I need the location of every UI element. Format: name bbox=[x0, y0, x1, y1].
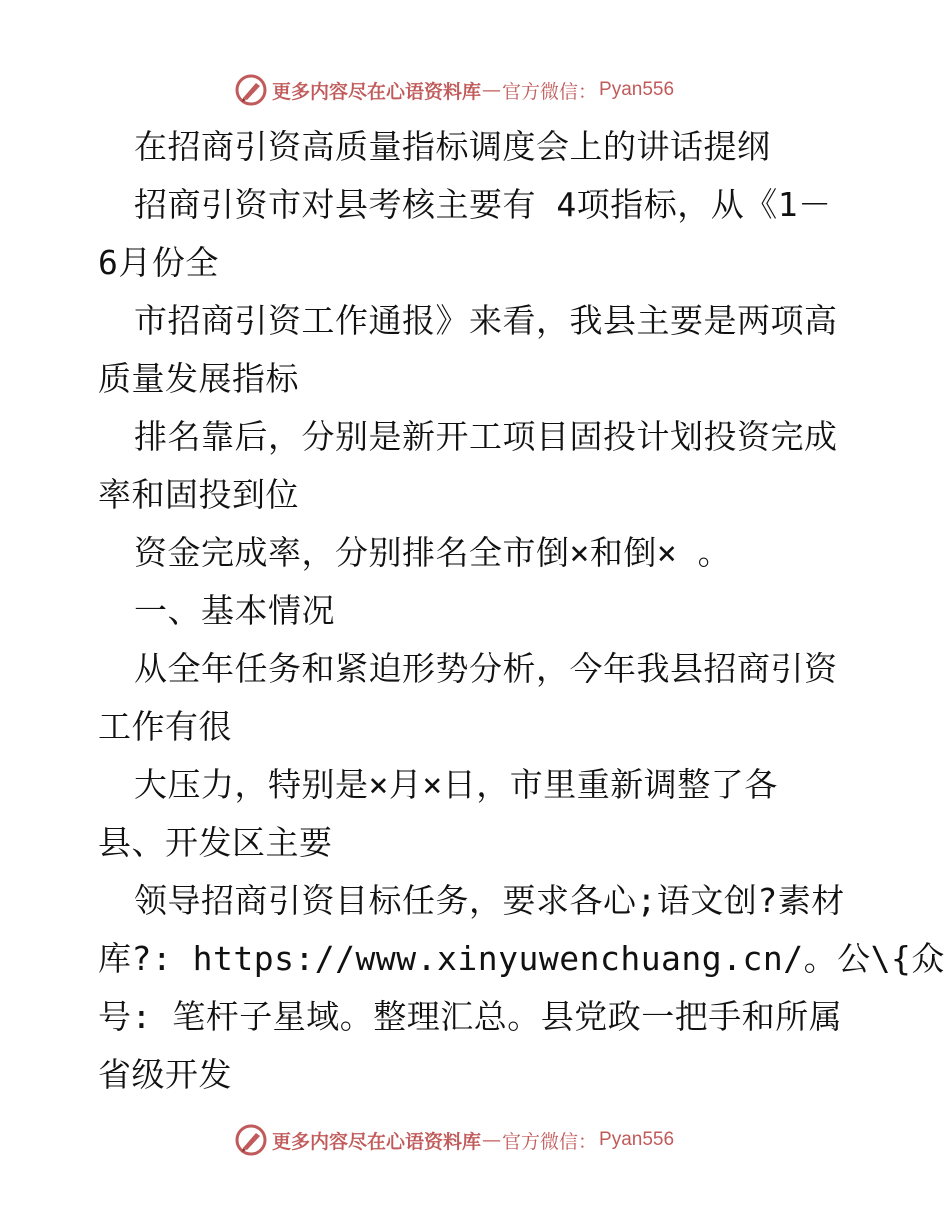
banner-wechat-label: 官方微信： bbox=[502, 1130, 598, 1153]
pen-circle-logo-icon bbox=[234, 73, 268, 107]
paragraph-line: 从全年任务和紧迫形势分析，今年我县招商引资 bbox=[134, 649, 838, 688]
paragraph-line: 排名靠后，分别是新开工项目固投计划投资完成 bbox=[134, 417, 838, 456]
paragraph-line: 号: 笔杆子星域。整理汇总。县党政一把手和所属 bbox=[98, 997, 843, 1036]
paragraph-line: 大压力，特别是×月×日，市里重新调整了各 bbox=[134, 765, 778, 804]
paragraph-line: 招商引资市对县考核主要有 4项指标，从《1－ bbox=[134, 185, 832, 224]
banner-wechat-id: Pyan556 bbox=[599, 79, 675, 100]
banner-brand-text: 更多内容尽在心语资料库 bbox=[272, 1130, 482, 1153]
banner-wechat-label: 官方微信： bbox=[502, 80, 598, 103]
paragraph-line: 领导招商引资目标任务，要求各心;语文创?素材 bbox=[134, 881, 845, 920]
document-title: 在招商引资高质量指标调度会上的讲话提纲 bbox=[134, 127, 771, 166]
paragraph-line: 市招商引资工作通报》来看，我县主要是两项高 bbox=[134, 301, 838, 340]
header-watermark-banner bbox=[234, 70, 674, 110]
banner-separator: — bbox=[482, 79, 502, 101]
banner-brand-text: 更多内容尽在心语资料库 bbox=[272, 80, 482, 103]
paragraph-line: 省级开发 bbox=[98, 1055, 232, 1094]
paragraph-line: 县、开发区主要 bbox=[98, 823, 333, 862]
paragraph-line: 资金完成率，分别排名全市倒×和倒× 。 bbox=[134, 533, 732, 572]
banner-wechat-id: Pyan556 bbox=[599, 1129, 675, 1150]
paragraph-line: 工作有很 bbox=[98, 707, 232, 746]
document-body bbox=[98, 118, 945, 1104]
pen-circle-logo-icon bbox=[234, 1123, 268, 1157]
paragraph-line: 6月份全 bbox=[98, 243, 219, 282]
footer-watermark-banner bbox=[234, 1120, 674, 1160]
paragraph-line: 率和固投到位 bbox=[98, 475, 299, 514]
paragraph-line: 库?: https://www.xinyuwenchuang.cn/。公\{众 bbox=[98, 939, 945, 978]
paragraph-line: 质量发展指标 bbox=[98, 359, 299, 398]
section-heading: 一、基本情况 bbox=[134, 591, 335, 630]
banner-separator: — bbox=[482, 1129, 502, 1151]
